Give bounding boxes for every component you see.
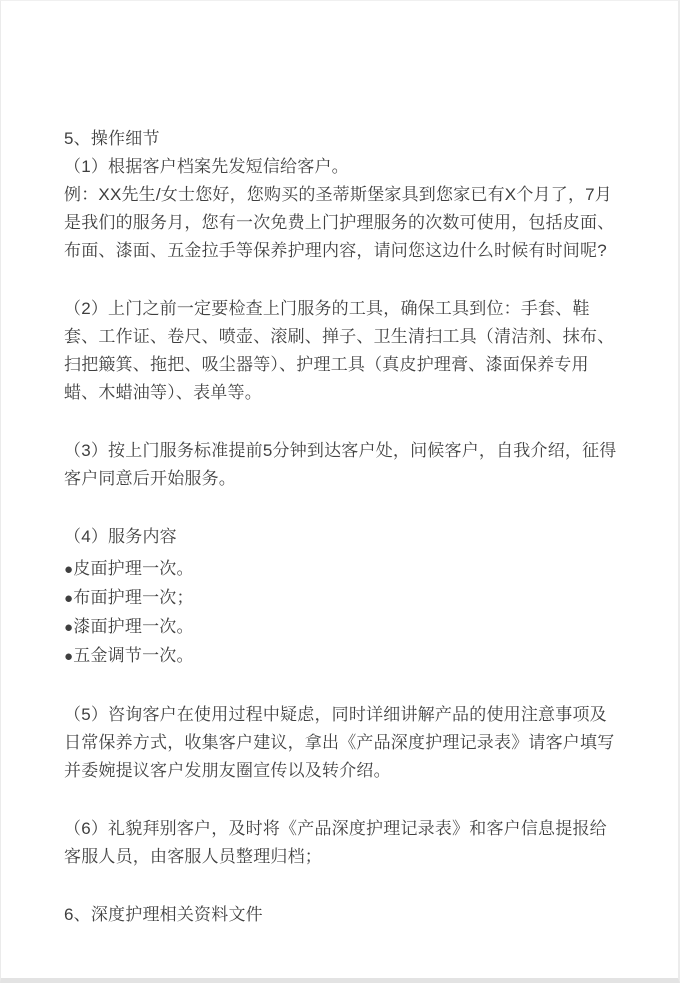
service-bullet-list (64, 555, 623, 671)
bullet-icon: ● (64, 619, 74, 636)
list-item (64, 613, 623, 642)
bullet-item-text: 皮面护理一次。 (73, 559, 194, 578)
bullet-icon: ● (64, 590, 74, 607)
item-3-text: （3）按上门服务标准提前5分钟到达客户处，问候客户，自我介绍，征得客户同意后开始服务。 (64, 441, 617, 488)
bullet-icon: ● (64, 648, 74, 665)
document-content (1, 1, 678, 929)
item-3-block (64, 437, 623, 493)
bullet-item-text: 漆面护理一次。 (73, 617, 194, 636)
item-5-text: （5）咨询客户在使用过程中疑虑，同时详细讲解产品的使用注意事项及日常保养方式，收集客户建议，拿出《产品深度护理记录表》请客户填写并委婉提议客户发朋友圈宣传以及转介绍。 (64, 705, 615, 780)
item-6-text: （6）礼貌拜别客户，及时将《产品深度护理记录表》和客户信息提报给客服人员，由客服人员整理归档； (64, 819, 607, 866)
list-item (64, 584, 623, 613)
item-4-block (64, 523, 623, 671)
item-1-example-text: 例：XX先生/女士您好，您购买的圣蒂斯堡家具到您家已有X个月了，7月是我们的服务月，您有一次免费上门护理服务的次数可使用，包括皮面、布面、漆面、五金拉手等保养护理内容，请问您这边什么时候有时间呢? (64, 185, 615, 260)
section-6-block (64, 901, 623, 929)
item-4-heading: （4）服务内容 (64, 527, 177, 546)
list-item (64, 642, 623, 671)
item-6-block (64, 815, 623, 871)
item-2-block (64, 295, 623, 407)
section-5-block (64, 125, 623, 265)
section-5-heading: 5、操作细节 (64, 129, 160, 148)
item-1-text: （1）根据客户档案先发短信给客户。 (64, 157, 349, 176)
bullet-item-text: 五金调节一次。 (73, 646, 194, 665)
bullet-item-text: 布面护理一次； (73, 588, 194, 607)
list-item (64, 555, 623, 584)
section-6-heading: 6、深度护理相关资料文件 (64, 905, 263, 924)
item-5-block (64, 701, 623, 785)
bullet-icon: ● (64, 561, 74, 578)
item-2-text: （2）上门之前一定要检查上门服务的工具，确保工具到位：手套、鞋套、工作证、卷尺、喷壶、滚刷、掸子、卫生清扫工具（清洁剂、抹布、扫把簸箕、拖把、吸尘器等）、护理工具（真皮护理膏、漆面保养专用蜡、木蜡油等）、表单等。 (64, 299, 615, 402)
